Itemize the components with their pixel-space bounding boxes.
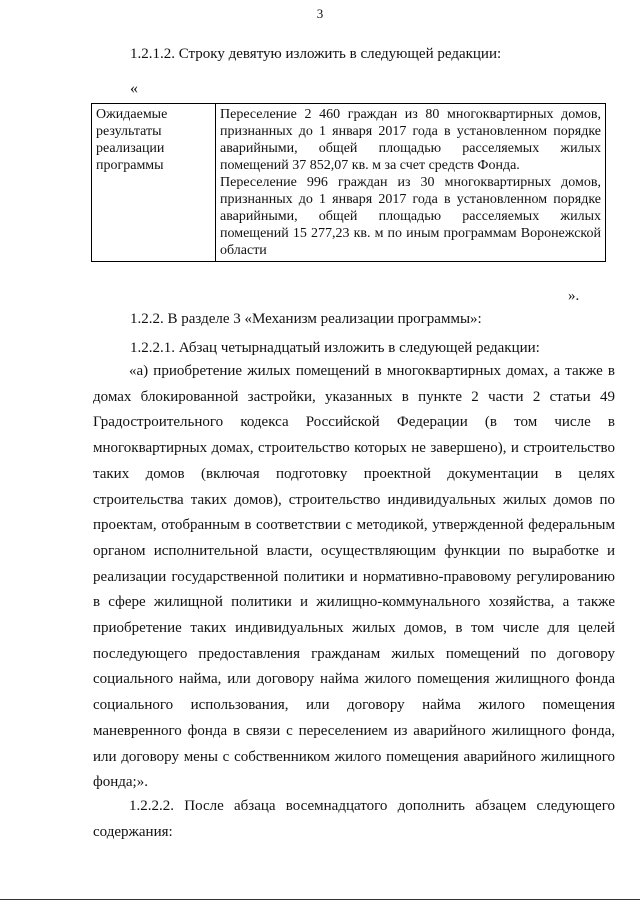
paragraph-a-block: [93, 359, 615, 796]
section-heading-122: 1.2.2. В разделе 3 «Механизм реализации программы»:: [130, 311, 482, 327]
section-heading-1212: 1.2.1.2. Строку девятую изложить в следующей редакции:: [130, 46, 502, 62]
results-paragraph-fund: Переселение 2 460 граждан из 80 многоквартирных домов, признанных до 1 января 2017 года в установленном порядке аварийными, общей площадью расселяемых жилых помещений 37 852,07 кв. м за счет средств Фонда.: [220, 107, 601, 173]
paragraph-1222-block: [93, 794, 615, 845]
page-number: 3: [316, 6, 324, 21]
paragraph-1222: 1.2.2.2. После абзаца восемнадцатого дополнить абзацем следующего содержания:: [93, 798, 615, 840]
table-row: [92, 104, 606, 262]
results-paragraph-other: Переселение 996 граждан из 30 многоквартирных домов, признанных до 1 января 2017 года в установленном порядке аварийными, общей площадью расселяемых жилых помещений 15 277,23 кв. м по иным программам Воронежской области: [220, 175, 601, 258]
closing-quote: ».: [568, 288, 580, 304]
opening-quote: «: [130, 80, 138, 97]
paragraph-a: «а) приобретение жилых помещений в многоквартирных домах, а также в домах блокированной застройки, указанных в пункте 2 части 2 статьи 49 Градостроительного кодекса Российской Федерации (в том числе в многоквартирных домах, строительство которых не завершено), и строительство таких домов (включая подготовку проектной документации в целях строительства таких домов), строительство индивидуальных жилых домов по проектам, отобранным в соответствии с методикой, утвержденной федеральным органом исполнительной власти, осуществляющим функции по выработке и реализации государственной политики и нормативно-правовому регулированию в сфере жилищной политики и жилищно-коммунального хозяйства, а также приобретение таких индивидуальных жилых домов, в том числе для целей последующего предоставления гражданам жилых помещений по договору социального найма, или договору найма жилого помещения жилищного фонда социального использования, или договору найма жилого помещения маневренного фонда в связи с переселением из аварийного жилищного фонда, или договору мены с собственником жилого помещения аварийного жилищного фонда;».: [93, 363, 615, 791]
row-content-cell: [216, 104, 606, 262]
program-results-table: [91, 103, 606, 262]
section-heading-1221: 1.2.2.1. Абзац четырнадцатый изложить в следующей редакции:: [130, 340, 540, 356]
page-bottom-rule: [0, 899, 640, 900]
row-label-cell: Ожидаемые результаты реализации программы: [92, 104, 216, 262]
